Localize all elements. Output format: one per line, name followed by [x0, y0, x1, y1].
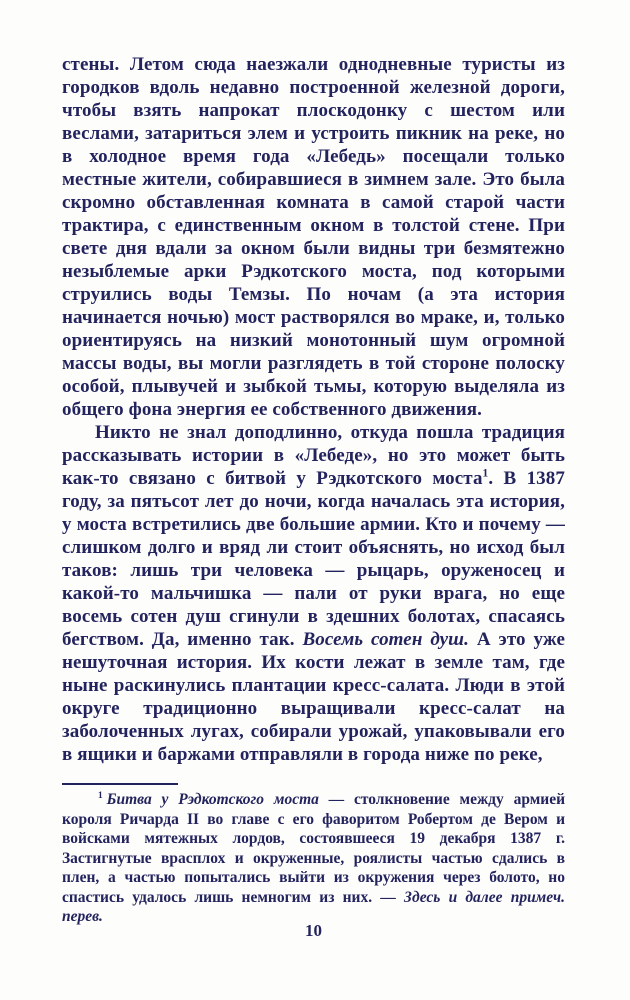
page-number: 10 [305, 921, 322, 940]
body-text-block [62, 53, 565, 766]
paragraph-2: Никто не знал доподлинно, откуда пошла традиция рассказывать истории в «Лебеде», но это может быть как-то связано с битвой у Рэдкотского моста$^1$. В 1387 году, за пятьсот лет до ночи, когда началась эта история, у моста встретились две большие армии. Кто и почему — слишком долго и вряд ли стоит объяснять, но исход был таков: лишь три человека — рыцарь, оруженосец и какой-то мальчишка — пали от руки врага, но еще восемь сотен душ сгинули в здешних болотах, спасаясь бегством. Да, именно так. Восемь сотен душ. А это уже нешуточная история. Их кости лежат в земле там, где ныне раскинулись плантации кресс-салата. Люди в этой округе традиционно выращивали кресс-салат на заболоченных лугах, собирали урожай, упаковывали его в ящики и баржами отправляли в города ниже по реке, [62, 422, 565, 765]
paragraph-1: стены. Летом сюда наезжали однодневные туристы из городков вдоль недавно построенной железной дороги, чтобы взять напрокат плоскодонку с шестом или веслами, затариться элем и устроить пикник на реке, но в холодное время года «Лебедь» посещали только местные жители, собиравшиеся в зимнем зале. Это была скромно обставленная комната в самой старой части трактира, с единственным окном в толстой стене. При свете дня вдали за окном были видны три безмятежно незыблемые арки Рэдкотского моста, под которыми струились воды Темзы. По ночам (а эта история начинается ночью) мост растворялся во мраке, и, только ориентируясь на низкий монотонный шум огромной массы воды, вы могли разглядеть в той стороне полоску особой, плывучей и зыбкой тьмы, которую выделяла из общего фона энергия ее собственного движения. [62, 54, 565, 420]
footnote-text: $^1$ Битва у Рэдкотского моста — столкновение между армией короля Ричарда II во главе с его фаворитом Робертом де Вером и войсками мятежных лордов, состоявшееся 19 декабря 1387 г. Застигнутые врасплох и окруженные, роялисты частью сдались в плен, а частью попытались выйти из окружения через болото, но спастись удалось лишь немногим из них. — Здесь и далее примеч. перев. [62, 790, 566, 925]
footnote-divider [62, 783, 178, 785]
